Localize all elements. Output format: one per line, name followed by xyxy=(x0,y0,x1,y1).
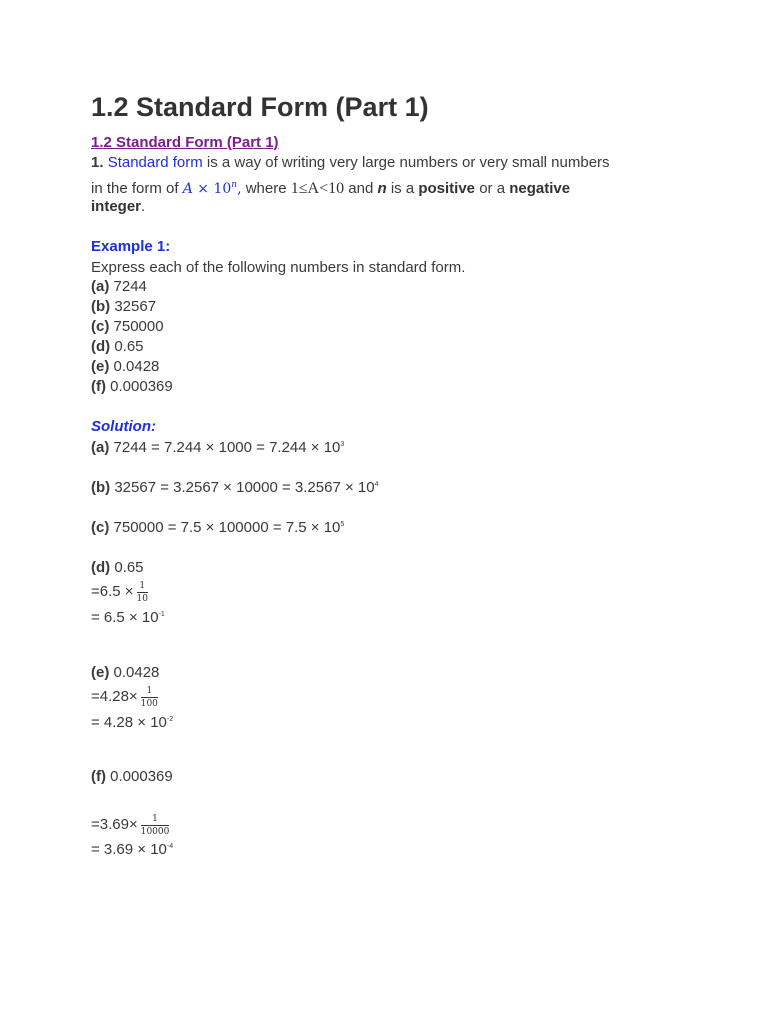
page-title: 1.2 Standard Form (Part 1) xyxy=(91,92,429,122)
item-value: 7244 xyxy=(109,278,147,295)
fraction-numerator: 1 xyxy=(141,813,170,826)
solution-d-header xyxy=(91,558,144,578)
fraction xyxy=(141,685,158,710)
solution-b xyxy=(91,478,378,498)
exponent: 5 xyxy=(340,521,345,528)
step-text: =4.28× xyxy=(91,688,138,705)
solution-f-header xyxy=(91,767,173,787)
solution-f-result xyxy=(91,840,173,860)
formula-n: n xyxy=(231,180,238,190)
formula-times: × 10 xyxy=(192,181,232,197)
step-text: =3.69× xyxy=(91,816,138,833)
fraction xyxy=(137,580,148,605)
item-label: (e) xyxy=(91,358,110,375)
item-label: (a) xyxy=(91,278,110,295)
intro-text-2e: or a xyxy=(475,180,510,197)
intro-text-2a: in the form of xyxy=(91,180,183,197)
item-value: 0.000369 xyxy=(106,378,173,395)
exponent: -2 xyxy=(166,716,174,723)
intro-text-2b: where xyxy=(241,180,291,197)
intro-line-3 xyxy=(91,197,145,217)
result-text: = 4.28 × 10 xyxy=(91,714,167,731)
positive-word: positive xyxy=(418,180,476,197)
exponent: 4 xyxy=(374,481,379,488)
example-item xyxy=(91,277,147,297)
item-label: (b) xyxy=(91,298,111,315)
integer-word: integer xyxy=(91,198,142,215)
solution-label: (e) xyxy=(91,664,110,681)
solution-d-step xyxy=(91,578,148,606)
formula-a: A xyxy=(182,181,193,197)
solution-label: (d) xyxy=(91,559,111,576)
solution-f-step xyxy=(91,811,169,839)
intro-text-2c: and xyxy=(344,180,378,197)
intro-period: . xyxy=(141,198,146,215)
example-instruction: Express each of the following numbers in standard form. xyxy=(91,259,466,276)
inequality: 1≤A<10 xyxy=(290,180,345,197)
exponent: -1 xyxy=(158,611,165,618)
item-value: 0.0428 xyxy=(109,358,160,375)
solution-value: 0.65 xyxy=(110,559,144,576)
example-item xyxy=(91,357,159,377)
n-variable: n xyxy=(377,180,387,197)
example-item xyxy=(91,317,164,337)
solution-e-result xyxy=(91,713,173,733)
fraction-numerator: 1 xyxy=(137,580,148,593)
exponent: -4 xyxy=(166,843,174,850)
item-value: 750000 xyxy=(109,318,164,335)
intro-line-1 xyxy=(91,153,610,173)
subtitle-link[interactable]: 1.2 Standard Form (Part 1) xyxy=(91,134,279,151)
result-text: = 3.69 × 10 xyxy=(91,841,167,858)
solution-label: (f) xyxy=(91,768,106,785)
example-item xyxy=(91,297,156,317)
solution-d-result xyxy=(91,608,165,628)
item-label: (f) xyxy=(91,378,106,395)
fraction-denominator: 10000 xyxy=(140,826,170,837)
item-value: 32567 xyxy=(110,298,157,315)
solution-c xyxy=(91,518,344,538)
solution-value: 0.0428 xyxy=(109,664,160,681)
solution-e-step xyxy=(91,683,158,711)
standard-form-term: Standard form xyxy=(107,154,203,171)
formula-comma: , xyxy=(237,181,242,197)
fraction-denominator: 100 xyxy=(140,698,158,709)
fraction-numerator: 1 xyxy=(141,685,158,698)
intro-number: 1. xyxy=(91,154,104,171)
fraction xyxy=(141,813,170,838)
solution-value: 0.000369 xyxy=(106,768,173,785)
fraction-denominator: 10 xyxy=(136,593,148,604)
solution-text: 750000 = 7.5 × 100000 = 7.5 × 10 xyxy=(109,519,341,536)
solution-text: 7244 = 7.244 × 1000 = 7.244 × 10 xyxy=(109,439,341,456)
solution-a xyxy=(91,438,344,458)
intro-text-1: is a way of writing very large numbers or very small numbers xyxy=(202,154,610,171)
negative-word: negative xyxy=(509,180,571,197)
example-item xyxy=(91,337,144,357)
step-text: =6.5 × xyxy=(91,583,134,600)
item-value: 0.65 xyxy=(110,338,144,355)
solution-e-header xyxy=(91,663,159,683)
item-label: (d) xyxy=(91,338,111,355)
solution-label: (c) xyxy=(91,519,110,536)
intro-line-2 xyxy=(91,175,570,199)
example-heading: Example 1: xyxy=(91,238,171,255)
solution-label: (a) xyxy=(91,439,110,456)
example-item xyxy=(91,377,173,397)
exponent: 3 xyxy=(340,441,345,448)
solution-label: (b) xyxy=(91,479,111,496)
result-text: = 6.5 × 10 xyxy=(91,609,159,626)
solution-heading: Solution: xyxy=(91,418,156,435)
item-label: (c) xyxy=(91,318,110,335)
intro-text-2d: is a xyxy=(386,180,419,197)
solution-text: 32567 = 3.2567 × 10000 = 3.2567 × 10 xyxy=(110,479,375,496)
